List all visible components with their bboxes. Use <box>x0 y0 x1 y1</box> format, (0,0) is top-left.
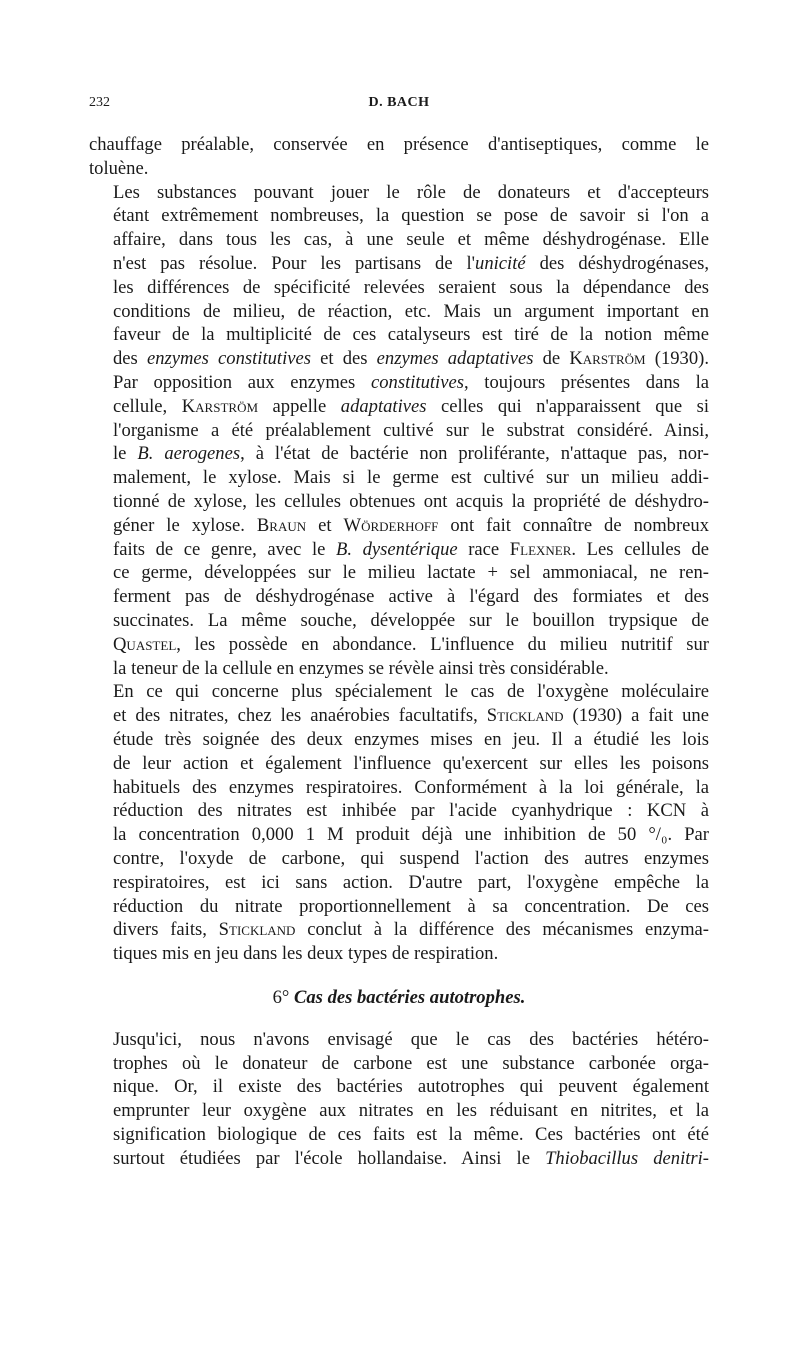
text-line: de leur action et également l'influence qu'exercent sur elles les poisons <box>113 752 709 774</box>
text-line: malement, le xylose. Mais si le germe est cultivé sur un milieu addi- <box>113 467 709 489</box>
author-name: Braun <box>256 514 307 536</box>
text-line: ce germe, développées sur le milieu lactate + sel ammoniacal, ne ren- <box>113 562 709 584</box>
text-line: conditions de milieu, de réaction, etc. Mais un argument important en <box>113 300 709 322</box>
running-head: D. BACH <box>368 95 430 110</box>
author-name: Karström <box>181 395 259 417</box>
author-name: Wörderhoff <box>343 514 439 536</box>
text-line: contre, l'oxyde de carbone, qui suspend l'action des autres enzymes <box>113 847 709 869</box>
text-line: les différences de spécificité relevées seraient sous la dépendance des <box>113 276 709 298</box>
author-name: Flexner <box>509 538 572 560</box>
page-number: 232 <box>89 95 110 110</box>
text-line: faveur de la multiplicité de ces catalyseurs est tiré de la notion même <box>113 324 709 346</box>
text-line: géner le xylose. Braun et Wörderhoff ont fait connaître de nombreux <box>113 514 709 536</box>
paragraph-2 <box>89 181 709 681</box>
text-line: divers faits, Stickland conclut à la différence des mécanismes enzyma- <box>113 919 709 941</box>
author-name: Stickland <box>218 919 296 941</box>
italic-term: enzymes constitutives <box>146 348 311 370</box>
text-line: n'est pas résolue. Pour les partisans de l'unicité des déshydrogénases, <box>113 252 709 274</box>
text-line: affaire, dans tous les cas, à une seule et même déshydrogénase. Elle <box>113 229 709 251</box>
text-line: nique. Or, il existe des bactéries autotrophes qui peuvent également <box>113 1076 709 1098</box>
text-line: des enzymes constitutives et des enzymes adaptatives de Karström (1930). <box>113 348 709 370</box>
italic-term: B. aerogenes <box>137 443 241 465</box>
italic-term: constitutives <box>370 371 464 393</box>
section-heading <box>89 986 709 1010</box>
paragraph-1 <box>89 133 709 181</box>
italic-term: enzymes adaptatives <box>376 348 534 370</box>
author-name: Karström <box>569 348 646 370</box>
text-line: faits de ce genre, avec le B. dysentérique race Flexner. Les cellules de <box>113 538 710 560</box>
text-line: tionné de xylose, les cellules obtenues ont acquis la propriété de déshydro- <box>113 490 709 512</box>
italic-term: unicité <box>475 252 526 274</box>
text-line: En ce qui concerne plus spécialement le cas de l'oxygène moléculaire <box>113 681 709 703</box>
text-line: étude très soignée des deux enzymes mises en jeu. Il a étudié les lois <box>113 728 709 750</box>
text-line: Les substances pouvant jouer le rôle de donateurs et d'accepteurs <box>113 181 709 203</box>
text-line: la concentration 0,000 1 M produit déjà une inhibition de 50 °/₀. Par <box>113 824 709 846</box>
text-line: respiratoires, est ici sans action. D'autre part, l'oxygène empêche la <box>113 871 709 893</box>
text-line: succinates. La même souche, développée sur le bouillon trypsique de <box>113 609 709 631</box>
section-title: Cas des bactéries autotrophes. <box>293 986 526 1008</box>
text-line: emprunter leur oxygène aux nitrates en les réduisant en nitrites, et la <box>113 1100 709 1122</box>
paragraph-3 <box>89 680 709 966</box>
text-line: habituels des enzymes respiratoires. Conformément à la loi générale, la <box>113 776 709 798</box>
text-line: étant extrêmement nombreuses, la question se pose de savoir si l'on a <box>113 205 709 227</box>
italic-term: Thiobacillus denitri- <box>545 1147 709 1169</box>
text-line: cellule, Karström appelle adaptatives celles qui n'apparaissent que si <box>113 395 710 417</box>
text-line: réduction des nitrates est inhibée par l'acide cyanhydrique : KCN à <box>113 800 709 822</box>
page-header <box>89 95 709 117</box>
text-line: réduction du nitrate proportionnellement à sa concentration. De ces <box>113 895 709 917</box>
text-line: ferment pas de déshydrogénase active à l'égard des formiates et des <box>113 586 709 608</box>
section-number: 6° <box>272 986 290 1008</box>
text-line: la teneur de la cellule en enzymes se révèle ainsi très considérable. <box>113 657 609 679</box>
paragraph-4 <box>89 1028 709 1171</box>
text-line: le B. aerogenes, à l'état de bactérie non proliférante, n'attaque pas, nor- <box>113 443 709 465</box>
text-line: toluène. <box>89 157 149 179</box>
text-line: tiques mis en jeu dans les deux types de respiration. <box>113 943 499 965</box>
text-line: et des nitrates, chez les anaérobies facultatifs, Stickland (1930) a fait une <box>113 705 709 727</box>
text-line: chauffage préalable, conservée en présence d'antiseptiques, comme le <box>89 134 709 155</box>
text-line: surtout étudiées par l'école hollandaise. Ainsi le Thiobacillus denitri- <box>113 1147 709 1169</box>
italic-term: B. dysentérique <box>336 538 458 560</box>
text-line: Par opposition aux enzymes constitutives, toujours présentes dans la <box>113 371 709 393</box>
text-line: Quastel, les possède en abondance. L'influence du milieu nutritif sur <box>113 633 709 655</box>
author-name: Stickland <box>486 705 564 727</box>
text-line: trophes où le donateur de carbone est une substance carbonée orga- <box>113 1052 709 1074</box>
author-name: Quastel <box>113 633 177 655</box>
text-line: l'organisme a été préalablement cultivé sur le substrat considéré. Ainsi, <box>113 419 709 441</box>
book-page <box>89 95 709 1171</box>
italic-term: adaptatives <box>340 395 427 417</box>
text-line: signification biologique de ces faits est la même. Ces bactéries ont été <box>113 1124 709 1146</box>
text-line: Jusqu'ici, nous n'avons envisagé que le cas des bactéries hétéro- <box>113 1028 709 1050</box>
